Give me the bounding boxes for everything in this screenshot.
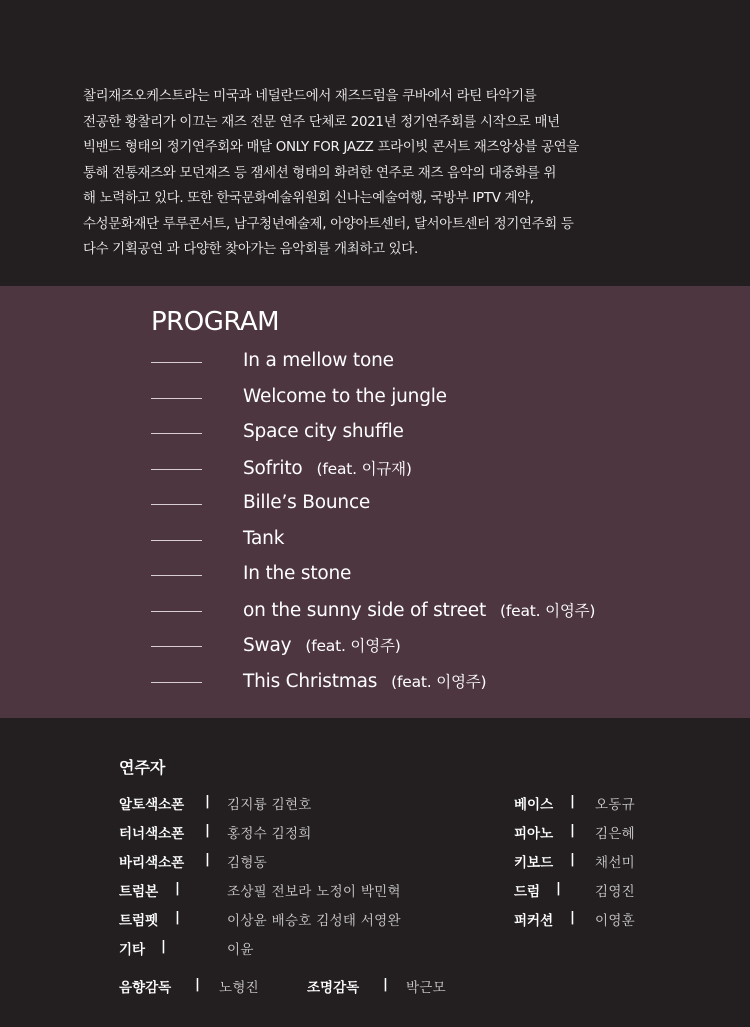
track-title-wrap [243,492,370,513]
track-title: Bille’s Bounce [243,492,371,513]
musician-names: 이상윤 배승호 김성태 서영완 [227,913,401,929]
credit-role: 조명감독 [307,980,360,996]
intro-line: 해 노력하고 있다. 또한 한국문화예술위원회 신나는예술여행, 국방부 IPTV 계약, [83,191,534,206]
track-title: Tank [243,527,285,549]
musician-row [119,880,439,900]
program-track [0,384,750,414]
track-dash [151,504,202,505]
program-track [0,526,750,556]
intro-line: 찰리재즈오케스트라는 미국과 네덜란드에서 재즈드럼을 쿠바에서 라틴 타악기를 [83,89,537,104]
track-title: In the stone [243,563,352,584]
track-feat: (feat. 이영주) [391,672,487,691]
track-dash [151,433,202,434]
program-title: PROGRAM [151,307,280,337]
musician-names: 김형동 [227,855,268,871]
program-track [0,348,750,378]
track-title-wrap [243,563,351,584]
separator: | [570,822,575,838]
track-title: Sofrito [243,457,303,479]
track-title: Sway [243,635,292,656]
musician-role: 트럼본 [119,884,159,900]
separator: | [175,880,180,896]
musician-names: 홍정수 김정희 [227,826,312,842]
musician-role: 트럼펫 [119,913,159,929]
musician-names: 채선미 [595,855,636,871]
musician-names: 김영진 [595,884,636,900]
musician-row [514,880,694,900]
musician-names: 이윤 [227,942,254,958]
intro-line: 전공한 황찰리가 이끄는 재즈 전문 연주 단체로 2021년 정기연주회를 시작으로 매년 [83,114,560,130]
musicians-title: 연주자 [119,758,166,777]
musician-row [514,793,694,813]
separator: | [161,938,166,954]
credit-row [307,976,477,996]
track-title-wrap [243,421,404,442]
musician-row [514,851,694,871]
track-feat: (feat. 이영주) [500,601,596,620]
intro-paragraph [83,84,683,263]
musician-role: 피아노 [514,826,554,842]
track-title-wrap [243,634,401,656]
musician-role: 터너색소폰 [119,826,185,842]
musician-row [119,793,439,813]
program-section [0,286,750,718]
musician-names: 김지륭 김현호 [227,797,312,813]
separator: | [205,793,210,809]
credit-row [119,976,289,996]
program-track [0,455,750,485]
track-dash [151,469,202,470]
musicians-section [0,718,750,1027]
credit-role: 음향감독 [119,980,172,996]
musician-role: 알토색소폰 [119,797,185,813]
separator: | [205,822,210,838]
credit-names: 박근모 [406,980,447,996]
program-track [0,561,750,591]
track-dash [151,575,202,576]
track-title-wrap [243,599,595,621]
track-title: Welcome to the jungle [243,385,447,407]
track-title: on the sunny side of street [243,599,487,621]
program-track [0,632,750,662]
program-track [0,597,750,627]
track-dash [151,682,202,683]
separator: | [570,793,575,809]
separator: | [205,851,210,867]
musician-row [119,822,439,842]
track-dash [151,611,202,612]
track-dash [151,362,202,363]
track-title-wrap [243,350,394,371]
separator: | [570,909,575,925]
separator: | [570,851,575,867]
musician-names: 조상필 전보라 노정이 박민혁 [227,884,401,900]
track-title-wrap [243,528,284,549]
separator: | [195,976,200,992]
musician-row [119,909,439,929]
track-title: This Christmas [243,670,378,692]
track-feat: (feat. 이규재) [316,459,412,478]
program-track [0,419,750,449]
musician-row [119,851,439,871]
intro-line: 수성문화재단 루루콘서트, 남구청년예술제, 아양아트센터, 달서아트센터 정기연주회 등 [83,216,574,232]
musician-names: 김은혜 [595,826,636,842]
credit-names: 노형진 [219,980,260,996]
track-dash [151,540,202,541]
musician-row [514,822,694,842]
track-title-wrap [243,386,447,407]
track-dash [151,646,202,647]
track-title: In a mellow tone [243,350,394,371]
musician-row [119,938,439,958]
track-title: Space city shuffle [243,421,404,442]
separator: | [175,909,180,925]
intro-line: 빅밴드 형태의 정기연주회와 매달 ONLY FOR JAZZ 프라이빗 콘서트 재즈앙상블 공연을 [83,140,579,155]
separator: | [383,976,388,992]
musician-role: 키보드 [514,855,554,871]
musician-names: 오동규 [595,797,636,813]
track-feat: (feat. 이영주) [305,637,401,655]
intro-line: 통해 전통재즈와 모던재즈 등 잼세션 형태의 화려한 연주로 재즈 음악의 대중화를 위 [83,165,557,181]
program-track [0,668,750,698]
program-track [0,490,750,520]
musician-row [514,909,694,929]
track-title-wrap [243,670,486,692]
musician-role: 기타 [119,942,146,958]
musician-role: 퍼커션 [514,913,554,929]
track-dash [151,398,202,399]
musician-role: 바리색소폰 [119,855,185,871]
track-title-wrap [243,457,412,479]
musician-role: 드럼 [514,884,541,900]
intro-line: 다수 기획공연 과 다양한 찾아가는 음악회를 개최하고 있다. [83,242,418,257]
separator: | [556,880,561,896]
musician-role: 베이스 [514,797,554,813]
musician-names: 이영훈 [595,913,636,929]
